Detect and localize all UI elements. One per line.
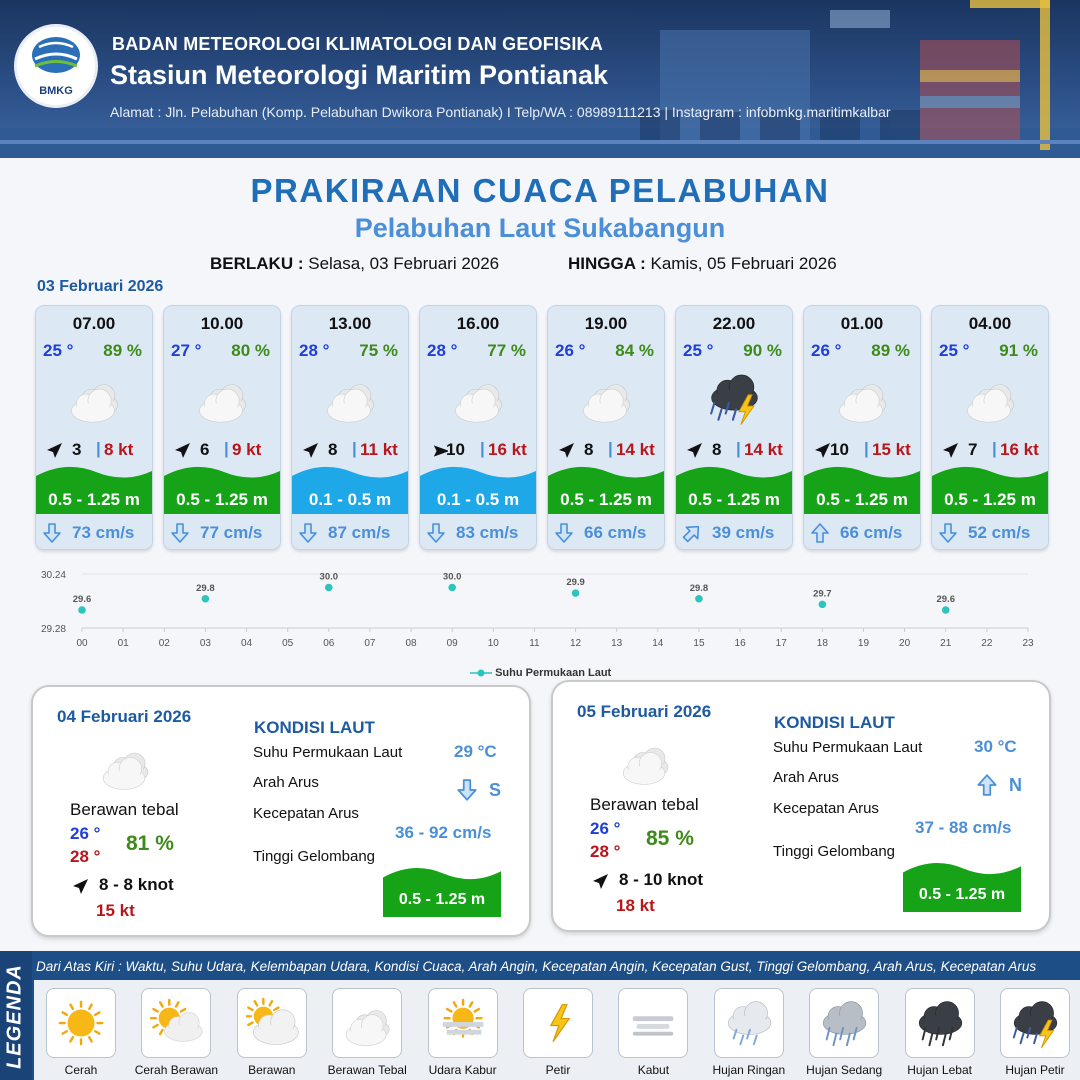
current-direction-icon [937, 522, 959, 544]
card-gust: 8 kt [104, 440, 134, 459]
petir-icon [523, 988, 593, 1058]
card-separator: | [480, 439, 485, 458]
sst-value: 30 °C [974, 737, 1017, 756]
berawan-tebal-icon [332, 988, 402, 1058]
validity-to-value: Kamis, 05 Februari 2026 [650, 254, 837, 273]
forecast-card [675, 305, 793, 550]
header-banner [0, 0, 1080, 158]
berawan-tebal-icon [91, 739, 161, 795]
card-current-speed: 73 cm/s [72, 523, 135, 542]
card-current [676, 514, 792, 550]
card-wind-speed: 8 [712, 440, 722, 459]
x-tick-label: 02 [158, 638, 170, 649]
x-tick-label: 01 [117, 638, 129, 649]
udara-kabur-icon [428, 988, 498, 1058]
card-wind-speed: 6 [200, 440, 210, 459]
day-date: 04 Februari 2026 [57, 707, 192, 726]
wave-height-value: 0.5 - 1.25 m [918, 886, 1006, 903]
card-separator: | [992, 439, 997, 458]
card-time: 07.00 [72, 314, 116, 333]
current-direction-icon [553, 522, 575, 544]
logo-text: BMKG [39, 85, 73, 97]
current-speed-label: Kecepatan Arus [253, 805, 359, 822]
card-separator: | [736, 439, 741, 458]
card-wind [810, 440, 918, 460]
day-temp-max: 28 ° [590, 842, 621, 861]
wind-direction-icon [590, 872, 610, 892]
sst-label: Suhu Permukaan Laut [253, 744, 403, 761]
day-gust: 18 kt [616, 896, 655, 915]
card-wind-speed: 8 [328, 440, 338, 459]
card-temperature: 27 ° [171, 341, 202, 360]
wind-direction-icon [556, 441, 576, 461]
legend-item-label: Cerah [64, 1063, 98, 1077]
data-label: 29.8 [196, 582, 215, 594]
wind-direction-icon [812, 441, 832, 461]
card-temperature: 28 ° [427, 341, 458, 360]
card-wind-speed: 10 [830, 440, 849, 459]
berawan-tebal-icon [828, 370, 898, 428]
x-tick-label: 15 [693, 638, 705, 649]
kondisi-laut-title: KONDISI LAUT [774, 713, 895, 732]
wave-height-value: 0.5 - 1.25 m [398, 891, 486, 908]
card-wind-speed: 8 [584, 440, 594, 459]
card-current-speed: 52 cm/s [968, 523, 1031, 542]
data-point [448, 584, 456, 592]
wind-direction-icon [940, 441, 960, 461]
station-name: Stasiun Meteorologi Maritim Pontianak [110, 60, 609, 90]
data-point [78, 606, 86, 614]
x-tick-label: 06 [323, 638, 335, 649]
agency-name: BADAN METEOROLOGI KLIMATOLOGI DAN GEOFISIKA [112, 34, 603, 54]
data-label: 30.0 [319, 571, 339, 583]
card-time: 04.00 [968, 314, 1012, 333]
legend-item-label: Cerah Berawan [134, 1063, 219, 1077]
card-wind-speed: 3 [72, 440, 82, 459]
day-temp-max: 28 ° [70, 847, 101, 866]
x-tick-label: 22 [981, 638, 993, 649]
sst-label: Suhu Permukaan Laut [773, 739, 923, 756]
data-label: 29.8 [689, 582, 709, 594]
chart-legend [470, 667, 611, 679]
x-tick-label: 07 [364, 638, 376, 649]
card-temperature: 26 ° [555, 341, 586, 360]
x-tick-label: 14 [652, 638, 664, 649]
legend-description: Dari Atas Kiri : Waktu, Suhu Udara, Kelembapan Udara, Kondisi Cuaca, Arah Angin, Kecepatan Angin, Kecepatan Gust, Tinggi Gelombang, Arah Arus, Kecepatan Arus [36, 959, 1037, 974]
card-gust: 9 kt [232, 440, 262, 459]
day-wind: 8 - 10 knot [619, 870, 704, 889]
forecast-card [419, 305, 537, 550]
card-humidity: 80 % [231, 341, 270, 360]
day1-date: 03 Februari 2026 [37, 278, 164, 295]
x-tick-label: 05 [282, 638, 294, 649]
day-condition: Berawan tebal [590, 795, 699, 814]
card-current-speed: 77 cm/s [200, 523, 263, 542]
hujan-petir-icon [700, 370, 770, 428]
x-tick-label: 13 [611, 638, 623, 649]
legend-item-label: Udara Kabur [428, 1063, 497, 1077]
card-wave-height: 0.5 - 1.25 m [688, 490, 780, 509]
card-humidity: 77 % [487, 341, 526, 360]
card-temperature: 26 ° [811, 341, 842, 360]
berawan-tebal-icon [956, 370, 1026, 428]
wave-height-label: Tinggi Gelombang [773, 843, 896, 860]
card-time: 10.00 [200, 314, 244, 333]
x-tick-label: 03 [199, 638, 211, 649]
data-label: 29.6 [936, 594, 955, 605]
card-wave-height: 0.1 - 0.5 m [308, 490, 392, 509]
legend-item-label: Petir [545, 1063, 571, 1077]
bmkg-logo-emblem [17, 33, 95, 89]
sst-value: 29 °C [454, 742, 497, 761]
card-wind [42, 440, 150, 460]
card-humidity: 89 % [871, 341, 910, 360]
bmkg-logo [14, 24, 98, 108]
day-temp-min: 26 ° [590, 819, 621, 838]
card-humidity: 90 % [743, 341, 782, 360]
legend-marker [470, 668, 492, 678]
wind-direction-icon [684, 441, 704, 461]
cerah-icon [46, 988, 116, 1058]
card-temperature: 25 ° [683, 341, 714, 360]
data-label: 30.0 [442, 571, 462, 583]
validity-from-value: Selasa, 03 Februari 2026 [308, 254, 500, 273]
card-wind-speed: 7 [968, 440, 978, 459]
hujan-sedang-icon [809, 988, 879, 1058]
current-direction-icon [169, 522, 191, 544]
hujan-petir-icon [1000, 988, 1070, 1058]
x-tick-label: 20 [899, 638, 911, 649]
card-wave-height: 0.1 - 0.5 m [436, 490, 520, 509]
card-current-speed: 66 cm/s [584, 523, 647, 542]
data-point [325, 584, 333, 592]
page-subtitle: Pelabuhan Laut Sukabangun [354, 213, 726, 243]
card-wind [554, 440, 662, 460]
current-direction-label: Arah Arus [773, 769, 839, 786]
current-speed-value: 36 - 92 cm/s [395, 823, 492, 842]
x-tick-label: 04 [240, 638, 253, 649]
wind-direction-icon [428, 441, 448, 461]
current-direction-icon [975, 773, 997, 799]
validity-from-label: BERLAKU : [210, 254, 304, 273]
berawan-tebal-icon [572, 370, 642, 428]
data-point [695, 595, 703, 603]
current-direction-icon [297, 522, 319, 544]
wave-height-label: Tinggi Gelombang [253, 848, 376, 865]
card-current-speed: 87 cm/s [328, 523, 391, 542]
legend-item-label: Hujan Petir [1005, 1063, 1065, 1077]
wind-direction-icon [44, 441, 64, 461]
y-tick-label: 29.28 [40, 624, 66, 635]
station-address: Alamat : Jln. Pelabuhan (Komp. Pelabuhan Dwikora Pontianak) I Telp/WA : 08989111213 | Instagram : infobmkg.maritimkalbar [110, 104, 891, 120]
card-time: 16.00 [456, 314, 500, 333]
forecast-card [547, 305, 665, 550]
card-time: 01.00 [840, 314, 884, 333]
legend-item-label: Berawan Tebal [327, 1063, 407, 1077]
data-point [202, 595, 210, 603]
current-direction-icon [809, 522, 831, 544]
day-humidity: 81 % [126, 832, 174, 855]
card-wind-speed: 10 [446, 440, 465, 459]
data-label: 29.7 [813, 588, 832, 600]
berawan-icon [237, 988, 307, 1058]
data-point [942, 606, 950, 614]
forecast-card [931, 305, 1049, 550]
forecast-card [35, 305, 153, 550]
day-temp-min: 26 ° [70, 824, 101, 843]
berawan-tebal-icon [316, 370, 386, 428]
card-current [36, 514, 152, 550]
card-wave-height: 0.5 - 1.25 m [560, 490, 652, 509]
forecast-card [163, 305, 281, 550]
card-current [164, 514, 280, 550]
card-humidity: 75 % [359, 341, 398, 360]
page-title: PRAKIRAAN CUACA PELABUHAN [250, 172, 830, 209]
x-tick-label: 23 [1022, 638, 1034, 649]
x-tick-label: 12 [570, 638, 582, 649]
card-wave-height: 0.5 - 1.25 m [176, 490, 268, 509]
card-separator: | [96, 439, 101, 458]
card-temperature: 28 ° [299, 341, 330, 360]
x-tick-label: 19 [857, 638, 870, 649]
card-wind [938, 440, 1046, 460]
card-gust: 15 kt [872, 440, 911, 459]
cerah-berawan-icon [141, 988, 211, 1058]
card-gust: 16 kt [1000, 440, 1039, 459]
card-wave-height: 0.5 - 1.25 m [944, 490, 1036, 509]
wind-direction-icon [172, 441, 192, 461]
card-wind [426, 440, 534, 460]
card-current [932, 514, 1048, 550]
validity-from [210, 254, 499, 274]
legend-title: LEGENDA [3, 964, 26, 1069]
x-tick-label: 11 [529, 638, 540, 649]
x-tick-label: 16 [734, 638, 746, 649]
day-humidity: 85 % [646, 827, 694, 850]
card-gust: 16 kt [488, 440, 527, 459]
current-direction-label: Arah Arus [253, 774, 319, 791]
card-gust: 14 kt [744, 440, 783, 459]
card-temperature: 25 ° [43, 341, 74, 360]
daily-forecast-box [551, 680, 1051, 932]
card-separator: | [224, 439, 229, 458]
data-label: 29.6 [72, 594, 92, 605]
berawan-tebal-icon [60, 370, 130, 428]
wind-direction-icon [300, 441, 320, 461]
card-time: 22.00 [712, 314, 756, 333]
forecast-card [291, 305, 409, 550]
card-separator: | [608, 439, 613, 458]
card-current [292, 514, 408, 550]
card-wind [298, 440, 406, 460]
legend-item-label: Kabut [637, 1063, 670, 1077]
card-separator: | [864, 439, 869, 458]
card-wind [170, 440, 278, 460]
x-tick-label: 21 [940, 638, 952, 649]
card-time: 19.00 [584, 314, 628, 333]
day-gust: 15 kt [96, 901, 135, 920]
legend-item-label: Hujan Ringan [712, 1063, 786, 1077]
kabut-icon [618, 988, 688, 1058]
current-direction-icon [681, 522, 703, 544]
card-humidity: 91 % [999, 341, 1038, 360]
forecast-card [803, 305, 921, 550]
legend-item-label: Hujan Lebat [907, 1063, 972, 1077]
current-direction-value: N [1009, 775, 1022, 795]
card-gust: 11 kt [360, 440, 398, 459]
card-current [420, 514, 536, 550]
current-direction-icon [425, 522, 447, 544]
x-tick-label: 17 [775, 638, 787, 649]
legend-series-name: Suhu Permukaan Laut [495, 667, 612, 679]
validity-to [568, 254, 837, 274]
current-speed-value: 37 - 88 cm/s [915, 818, 1012, 837]
card-current-speed: 39 cm/s [712, 523, 775, 542]
card-wave-height: 0.5 - 1.25 m [816, 490, 908, 509]
daily-forecast-box [31, 685, 531, 937]
x-tick-label: 00 [76, 638, 88, 649]
card-current-speed: 66 cm/s [840, 523, 903, 542]
hujan-lebat-icon [905, 988, 975, 1058]
berawan-tebal-icon [611, 734, 681, 790]
current-direction-icon [455, 778, 477, 804]
x-tick-label: 18 [816, 638, 828, 649]
x-tick-label: 08 [405, 638, 417, 649]
card-humidity: 84 % [615, 341, 654, 360]
day-wind: 8 - 8 knot [99, 875, 174, 894]
card-separator: | [352, 439, 357, 458]
day-date: 05 Februari 2026 [577, 702, 712, 721]
berawan-tebal-icon [444, 370, 514, 428]
card-humidity: 89 % [103, 341, 142, 360]
card-current [804, 514, 920, 550]
kondisi-laut-title: KONDISI LAUT [254, 718, 375, 737]
y-tick-label: 30.24 [40, 570, 66, 581]
current-speed-label: Kecepatan Arus [773, 800, 879, 817]
current-direction-value: S [489, 780, 502, 800]
hujan-ringan-icon [714, 988, 784, 1058]
validity-to-label: HINGGA : [568, 254, 646, 273]
card-current-speed: 83 cm/s [456, 523, 519, 542]
card-gust: 14 kt [616, 440, 655, 459]
card-time: 13.00 [328, 314, 372, 333]
data-label: 29.9 [566, 577, 585, 589]
day-condition: Berawan tebal [70, 800, 179, 819]
data-point [572, 589, 580, 597]
current-direction-icon [41, 522, 63, 544]
x-tick-label: 09 [446, 638, 458, 649]
legend-item-label: Berawan [248, 1063, 296, 1077]
card-temperature: 25 ° [939, 341, 970, 360]
x-tick-label: 10 [487, 638, 499, 649]
legend-item-label: Hujan Sedang [806, 1063, 883, 1077]
card-wave-height: 0.5 - 1.25 m [48, 490, 140, 509]
data-point [819, 601, 827, 609]
berawan-tebal-icon [188, 370, 258, 428]
card-current [548, 514, 664, 550]
wind-direction-icon [70, 877, 90, 897]
card-wind [682, 440, 790, 460]
